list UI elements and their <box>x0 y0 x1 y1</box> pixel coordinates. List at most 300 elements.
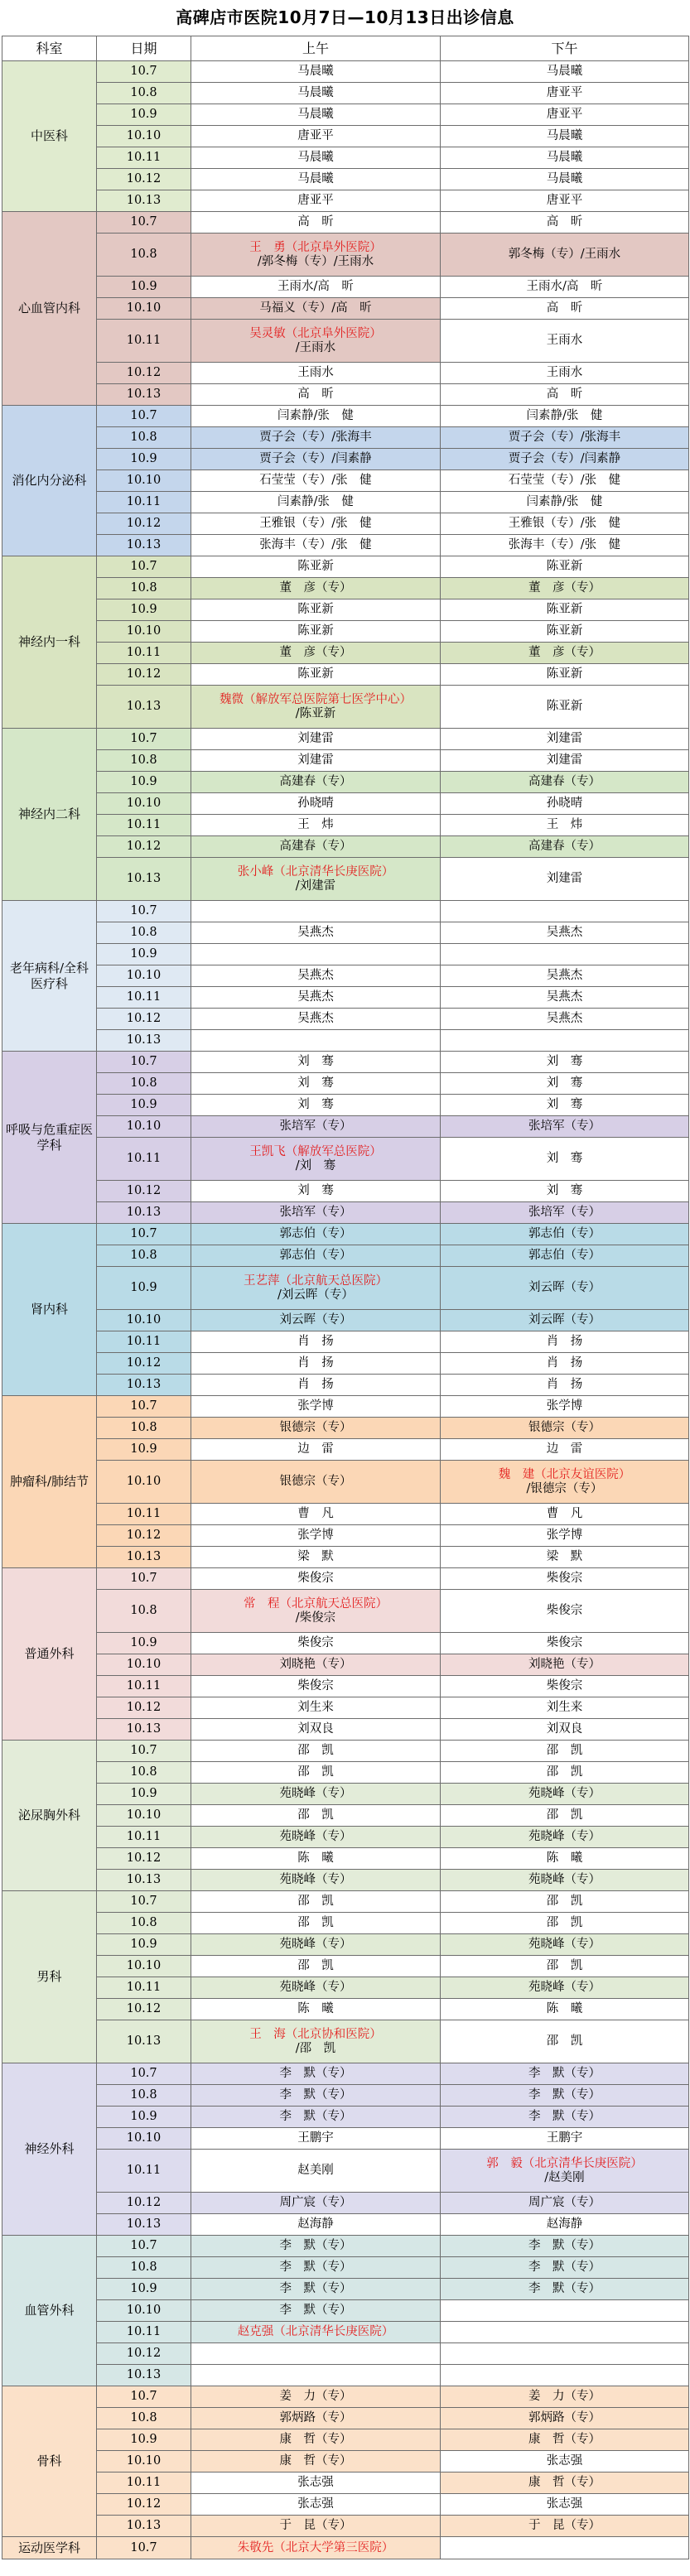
table-row <box>2 513 689 535</box>
date-cell: 10.8 <box>97 1073 191 1095</box>
afternoon-cell <box>441 1741 689 1762</box>
morning-doctor: 邵 凯 <box>297 1916 334 1929</box>
table-row <box>2 815 689 836</box>
date-cell: 10.11 <box>97 2322 191 2343</box>
table-row <box>2 427 689 449</box>
department-cell: 泌尿胸外科 <box>2 1741 97 1891</box>
afternoon-doctor: 柴俊宗 <box>546 1636 583 1649</box>
morning-doctor: 吴灵敏（北京阜外医院） <box>249 326 382 340</box>
afternoon-cell <box>441 1870 689 1891</box>
date-cell: 10.13 <box>97 190 191 212</box>
afternoon-doctor: 张志强 <box>546 2454 583 2468</box>
table-row <box>2 1654 689 1676</box>
table-row <box>2 169 689 190</box>
date-cell: 10.10 <box>97 621 191 643</box>
afternoon-cell <box>441 1827 689 1848</box>
afternoon-cell <box>441 2257 689 2279</box>
afternoon-doctor: 刘 骞 <box>546 1152 583 1165</box>
afternoon-cell <box>441 901 689 922</box>
table-row <box>2 61 689 83</box>
afternoon-cell <box>441 427 689 449</box>
date-cell: 10.10 <box>97 2451 191 2472</box>
afternoon-cell <box>441 1999 689 2020</box>
afternoon-doctor: 贾子会（专）/张海丰 <box>508 431 621 444</box>
table-row <box>2 2494 689 2516</box>
afternoon-cell <box>441 1697 689 1719</box>
table-row <box>2 2343 689 2365</box>
afternoon-cell <box>441 1568 689 1590</box>
afternoon-doctor: 刘云晖（专） <box>528 1313 601 1327</box>
table-row <box>2 556 689 578</box>
afternoon-cell <box>441 1977 689 1999</box>
morning-doctor: 郭炳路（专） <box>279 2411 352 2424</box>
afternoon-cell <box>441 470 689 492</box>
afternoon-doctor: 吴燕杰 <box>546 969 583 982</box>
afternoon-doctor: 刘 骞 <box>546 1098 583 1111</box>
afternoon-doctor: 赵海静 <box>546 2217 583 2231</box>
table-row <box>2 944 689 965</box>
table-row <box>2 1762 689 1784</box>
date-cell: 10.11 <box>97 1977 191 1999</box>
morning-doctor: 邵 凯 <box>297 1808 334 1822</box>
date-cell: 10.11 <box>97 1138 191 1181</box>
morning-doctor: 王 勇（北京阜外医院） <box>249 240 382 254</box>
morning-doctor: 高建春（专） <box>279 840 352 853</box>
morning-doctor: 梁 默 <box>297 1550 334 1563</box>
morning-doctor: 王 炜 <box>297 818 334 831</box>
table-row <box>2 147 689 169</box>
morning-cell <box>191 686 441 729</box>
table-row <box>2 750 689 772</box>
header-department: 科室 <box>2 36 97 61</box>
morning-doctor: 苑晓峰（专） <box>279 1787 352 1800</box>
date-cell: 10.12 <box>97 1009 191 1030</box>
afternoon-cell <box>441 1418 689 1439</box>
table-row <box>2 234 689 277</box>
morning-cell <box>191 2494 441 2516</box>
table-row <box>2 1439 689 1461</box>
afternoon-doctor: 邵 凯 <box>546 1808 583 1822</box>
afternoon-cell <box>441 2107 689 2128</box>
department-cell: 男科 <box>2 1891 97 2063</box>
table-row <box>2 578 689 599</box>
date-cell: 10.10 <box>97 298 191 320</box>
department-cell: 运动医学科 <box>2 2537 97 2559</box>
afternoon-doctor: 陈亚新 <box>546 624 583 638</box>
morning-doctor: 马晨曦 <box>297 151 334 164</box>
afternoon-doctor: 张海丰（专）/张 健 <box>508 538 621 551</box>
date-cell: 10.12 <box>97 169 191 190</box>
morning-doctor: 刘 骞 <box>297 1098 334 1111</box>
morning-doctor: 柴俊宗 <box>297 1679 334 1692</box>
morning-doctor: 董 彦（专） <box>279 646 352 659</box>
morning-doctor: 赵美刚 <box>297 2164 334 2177</box>
morning-cell <box>191 1741 441 1762</box>
morning-cell <box>191 2214 441 2236</box>
table-row <box>2 1375 689 1396</box>
afternoon-cell <box>441 1375 689 1396</box>
date-cell: 10.9 <box>97 2279 191 2300</box>
afternoon-doctor: 苑晓峰（专） <box>528 1981 601 1994</box>
afternoon-doctor: 董 彦（专） <box>528 581 601 595</box>
afternoon-cell <box>441 535 689 556</box>
afternoon-cell <box>441 1009 689 1030</box>
table-row <box>2 470 689 492</box>
table-row <box>2 1202 689 1224</box>
morning-doctor-secondary: /刘云晖（专） <box>277 1288 354 1302</box>
morning-doctor: 孙晓晴 <box>297 797 334 810</box>
table-row <box>2 2279 689 2300</box>
table-row <box>2 1116 689 1138</box>
afternoon-cell <box>441 815 689 836</box>
table-row <box>2 1052 689 1073</box>
date-cell: 10.9 <box>97 944 191 965</box>
afternoon-cell <box>441 2537 689 2559</box>
afternoon-doctor: 张学博 <box>546 1529 583 1542</box>
date-cell: 10.8 <box>97 2085 191 2107</box>
morning-doctor: 陈亚新 <box>297 667 334 681</box>
date-cell: 10.13 <box>97 1030 191 1052</box>
date-cell: 10.10 <box>97 1116 191 1138</box>
morning-cell <box>191 2343 441 2365</box>
date-cell: 10.13 <box>97 2020 191 2063</box>
morning-cell <box>191 1504 441 1525</box>
morning-cell <box>191 2300 441 2322</box>
date-cell: 10.7 <box>97 61 191 83</box>
table-row <box>2 1870 689 1891</box>
morning-doctor: 邵 凯 <box>297 1744 334 1757</box>
morning-cell <box>191 2193 441 2214</box>
date-cell: 10.12 <box>97 513 191 535</box>
date-cell: 10.9 <box>97 1267 191 1310</box>
morning-cell <box>191 449 441 470</box>
afternoon-cell <box>441 1073 689 1095</box>
morning-doctor: 石莹莹（专）/张 健 <box>259 474 372 487</box>
afternoon-doctor: 张志强 <box>546 2497 583 2511</box>
morning-cell <box>191 815 441 836</box>
morning-doctor: 李 默（专） <box>279 2304 352 2317</box>
date-cell: 10.9 <box>97 277 191 298</box>
afternoon-doctor: 闫素静/张 健 <box>526 409 603 422</box>
afternoon-cell <box>441 212 689 234</box>
morning-doctor: 张志强 <box>297 2476 334 2489</box>
afternoon-cell <box>441 686 689 729</box>
date-cell: 10.7 <box>97 556 191 578</box>
table-row <box>2 1848 689 1870</box>
table-row <box>2 2451 689 2472</box>
morning-doctor: 刘 骞 <box>297 1055 334 1068</box>
morning-doctor: 邵 凯 <box>297 1895 334 1908</box>
date-cell: 10.9 <box>97 1095 191 1116</box>
morning-cell <box>191 513 441 535</box>
afternoon-doctor: 张培军（专） <box>528 1119 601 1133</box>
date-cell: 10.9 <box>97 772 191 793</box>
afternoon-cell <box>441 1676 689 1697</box>
morning-doctor: 马福义（专）/高 昕 <box>259 301 372 315</box>
morning-cell <box>191 147 441 169</box>
date-cell: 10.7 <box>97 1568 191 1590</box>
date-cell: 10.8 <box>97 427 191 449</box>
afternoon-cell <box>441 1353 689 1375</box>
afternoon-doctor: 吴燕杰 <box>546 926 583 939</box>
morning-cell <box>191 1525 441 1547</box>
date-cell: 10.12 <box>97 1181 191 1202</box>
table-row <box>2 1073 689 1095</box>
afternoon-doctor: 刘双良 <box>546 1722 583 1736</box>
afternoon-cell <box>441 363 689 384</box>
afternoon-cell <box>441 2300 689 2322</box>
morning-cell <box>191 1267 441 1310</box>
afternoon-cell <box>441 1719 689 1741</box>
afternoon-doctor: 刘 骞 <box>546 1184 583 1197</box>
table-row <box>2 2322 689 2343</box>
afternoon-doctor: 高 昕 <box>546 301 583 315</box>
morning-doctor-secondary: /郭冬梅（专）/王雨水 <box>257 254 374 268</box>
table-row <box>2 2408 689 2429</box>
afternoon-doctor: 肖 扬 <box>546 1378 583 1391</box>
afternoon-doctor: 邵 凯 <box>546 1765 583 1779</box>
morning-doctor: 刘建雷 <box>297 754 334 767</box>
afternoon-doctor: 康 哲（专） <box>528 2476 601 2489</box>
morning-doctor: 闫素静/张 健 <box>277 495 354 508</box>
afternoon-doctor: 刘云晖（专） <box>528 1281 601 1294</box>
table-row <box>2 320 689 363</box>
morning-doctor: 吴燕杰 <box>297 969 334 982</box>
department-cell: 肿瘤科/肺结节 <box>2 1396 97 1568</box>
date-cell: 10.13 <box>97 1719 191 1741</box>
afternoon-doctor: 张培军（专） <box>528 1206 601 1219</box>
morning-doctor: 王艺萍（北京航天总医院） <box>244 1274 388 1288</box>
department-cell: 神经内二科 <box>2 729 97 901</box>
table-row <box>2 2537 689 2559</box>
afternoon-cell <box>441 2516 689 2537</box>
afternoon-cell <box>441 1138 689 1181</box>
morning-doctor: 马晨曦 <box>297 172 334 185</box>
morning-cell <box>191 1461 441 1504</box>
morning-cell <box>191 2451 441 2472</box>
morning-doctor: 刘晓艳（专） <box>279 1658 352 1671</box>
afternoon-doctor: 梁 默 <box>546 1550 583 1563</box>
date-cell: 10.13 <box>97 1202 191 1224</box>
table-row <box>2 1697 689 1719</box>
morning-cell <box>191 578 441 599</box>
morning-doctor: 柴俊宗 <box>297 1636 334 1649</box>
morning-cell <box>191 83 441 104</box>
afternoon-doctor: 闫素静/张 健 <box>526 495 603 508</box>
table-row <box>2 2429 689 2451</box>
afternoon-doctor: 刘晓艳（专） <box>528 1658 601 1671</box>
afternoon-cell <box>441 190 689 212</box>
afternoon-cell <box>441 2279 689 2300</box>
date-cell: 10.7 <box>97 1052 191 1073</box>
afternoon-doctor: 周广宸（专） <box>528 2196 601 2209</box>
afternoon-cell <box>441 1654 689 1676</box>
morning-doctor: 苑晓峰（专） <box>279 1873 352 1886</box>
date-cell: 10.11 <box>97 1676 191 1697</box>
morning-cell <box>191 901 441 922</box>
morning-doctor: 王鹏宇 <box>297 2131 334 2145</box>
afternoon-doctor: 马晨曦 <box>546 172 583 185</box>
schedule-table <box>2 36 689 2559</box>
date-cell: 10.13 <box>97 1547 191 1568</box>
table-row <box>2 1827 689 1848</box>
morning-doctor: 王凯飞（解放军总医院） <box>249 1144 382 1158</box>
morning-doctor-secondary: /王雨水 <box>295 340 336 354</box>
morning-doctor: 陈 曦 <box>297 2002 334 2015</box>
date-cell: 10.9 <box>97 1439 191 1461</box>
afternoon-doctor: 刘 骞 <box>546 1055 583 1068</box>
afternoon-cell <box>441 2236 689 2257</box>
morning-doctor: 贾子会（专）/闫素静 <box>259 452 372 465</box>
table-row <box>2 384 689 406</box>
morning-cell <box>191 1095 441 1116</box>
date-cell: 10.8 <box>97 234 191 277</box>
table-row <box>2 1676 689 1697</box>
department-cell: 普通外科 <box>2 1568 97 1741</box>
morning-doctor-secondary: /邵 凯 <box>295 2041 336 2055</box>
afternoon-doctor: 郭志伯（专） <box>528 1227 601 1240</box>
afternoon-doctor: 柴俊宗 <box>546 1572 583 1585</box>
morning-cell <box>191 1891 441 1913</box>
date-cell: 10.9 <box>97 1784 191 1805</box>
date-cell: 10.7 <box>97 406 191 427</box>
date-cell: 10.7 <box>97 1224 191 1245</box>
morning-doctor: 马晨曦 <box>297 86 334 99</box>
header-row <box>2 36 689 61</box>
morning-cell <box>191 320 441 363</box>
afternoon-cell <box>441 643 689 664</box>
morning-doctor: 邵 凯 <box>297 1959 334 1972</box>
department-cell: 神经内一科 <box>2 556 97 729</box>
afternoon-cell <box>441 2429 689 2451</box>
morning-doctor: 柴俊宗 <box>297 1572 334 1585</box>
afternoon-doctor: 陈 曦 <box>546 2002 583 2015</box>
morning-cell <box>191 2516 441 2537</box>
table-row <box>2 83 689 104</box>
date-cell: 10.7 <box>97 2063 191 2085</box>
date-cell: 10.11 <box>97 320 191 363</box>
morning-doctor: 肖 扬 <box>297 1335 334 1348</box>
afternoon-doctor: 孙晓晴 <box>546 797 583 810</box>
morning-cell <box>191 2063 441 2085</box>
morning-doctor: 刘双良 <box>297 1722 334 1736</box>
afternoon-cell <box>441 556 689 578</box>
afternoon-cell <box>441 2365 689 2386</box>
date-cell: 10.13 <box>97 858 191 901</box>
morning-cell <box>191 2128 441 2150</box>
morning-doctor: 张培军（专） <box>279 1206 352 1219</box>
date-cell: 10.12 <box>97 1697 191 1719</box>
morning-cell <box>191 1375 441 1396</box>
table-row <box>2 858 689 901</box>
afternoon-doctor: 刘建雷 <box>546 732 583 745</box>
morning-cell <box>191 1762 441 1784</box>
morning-doctor: 刘云晖（专） <box>279 1313 352 1327</box>
table-row <box>2 1547 689 1568</box>
morning-doctor: 郭志伯（专） <box>279 1249 352 1262</box>
table-row <box>2 1956 689 1977</box>
morning-doctor: 郭志伯（专） <box>279 1227 352 1240</box>
afternoon-doctor: 石莹莹（专）/张 健 <box>508 474 621 487</box>
date-cell: 10.10 <box>97 2300 191 2322</box>
morning-cell <box>191 1181 441 1202</box>
morning-cell <box>191 535 441 556</box>
morning-cell <box>191 2150 441 2193</box>
morning-cell <box>191 1590 441 1633</box>
morning-doctor: 刘 骞 <box>297 1076 334 1090</box>
morning-doctor: 王 海（北京协和医院） <box>249 2027 382 2041</box>
afternoon-cell <box>441 2408 689 2429</box>
morning-doctor: 马晨曦 <box>297 108 334 121</box>
morning-cell <box>191 2322 441 2343</box>
table-row <box>2 406 689 427</box>
table-row <box>2 965 689 987</box>
table-row <box>2 1353 689 1375</box>
afternoon-doctor: 魏 建（北京友谊医院） <box>498 1467 631 1481</box>
morning-doctor: 李 默（专） <box>279 2282 352 2295</box>
afternoon-cell <box>441 2494 689 2516</box>
afternoon-cell <box>441 2128 689 2150</box>
table-row <box>2 793 689 815</box>
afternoon-doctor: 贾子会（专）/闫素静 <box>508 452 621 465</box>
morning-cell <box>191 2472 441 2494</box>
date-cell: 10.13 <box>97 1375 191 1396</box>
morning-cell <box>191 987 441 1009</box>
table-row <box>2 664 689 686</box>
afternoon-doctor: 康 哲（专） <box>528 2433 601 2446</box>
afternoon-doctor: 李 默（专） <box>528 2088 601 2102</box>
morning-cell <box>191 965 441 987</box>
morning-doctor: 张志强 <box>297 2497 334 2511</box>
morning-doctor: 刘 骞 <box>297 1184 334 1197</box>
morning-doctor: 陈亚新 <box>297 560 334 573</box>
afternoon-doctor: 唐亚平 <box>546 194 583 207</box>
afternoon-cell <box>441 1461 689 1504</box>
morning-cell <box>191 1396 441 1418</box>
table-row <box>2 599 689 621</box>
afternoon-doctor: 苑晓峰（专） <box>528 1787 601 1800</box>
morning-cell <box>191 643 441 664</box>
afternoon-cell <box>441 1116 689 1138</box>
morning-doctor: 马晨曦 <box>297 65 334 78</box>
afternoon-cell <box>441 578 689 599</box>
afternoon-doctor: 郭志伯（专） <box>528 1249 601 1262</box>
table-row <box>2 190 689 212</box>
morning-doctor: 唐亚平 <box>297 194 334 207</box>
afternoon-doctor: 王 炜 <box>546 818 583 831</box>
date-cell: 10.13 <box>97 2214 191 2236</box>
date-cell: 10.8 <box>97 578 191 599</box>
morning-cell <box>191 1547 441 1568</box>
table-row <box>2 449 689 470</box>
morning-cell <box>191 1697 441 1719</box>
table-row <box>2 1396 689 1418</box>
afternoon-doctor: 银德宗（专） <box>528 1421 601 1434</box>
afternoon-cell <box>441 1913 689 1934</box>
morning-doctor: 李 默（专） <box>279 2067 352 2080</box>
afternoon-doctor: 马晨曦 <box>546 151 583 164</box>
morning-doctor: 吴燕杰 <box>297 926 334 939</box>
date-cell: 10.11 <box>97 1331 191 1353</box>
morning-doctor: 李 默（专） <box>279 2261 352 2274</box>
afternoon-cell <box>441 1547 689 1568</box>
afternoon-cell <box>441 1891 689 1913</box>
department-cell: 呼吸与危重症医学科 <box>2 1052 97 1224</box>
afternoon-doctor: 邵 凯 <box>546 2034 583 2048</box>
table-row <box>2 2128 689 2150</box>
date-cell: 10.12 <box>97 1999 191 2020</box>
department-cell: 神经外科 <box>2 2063 97 2236</box>
